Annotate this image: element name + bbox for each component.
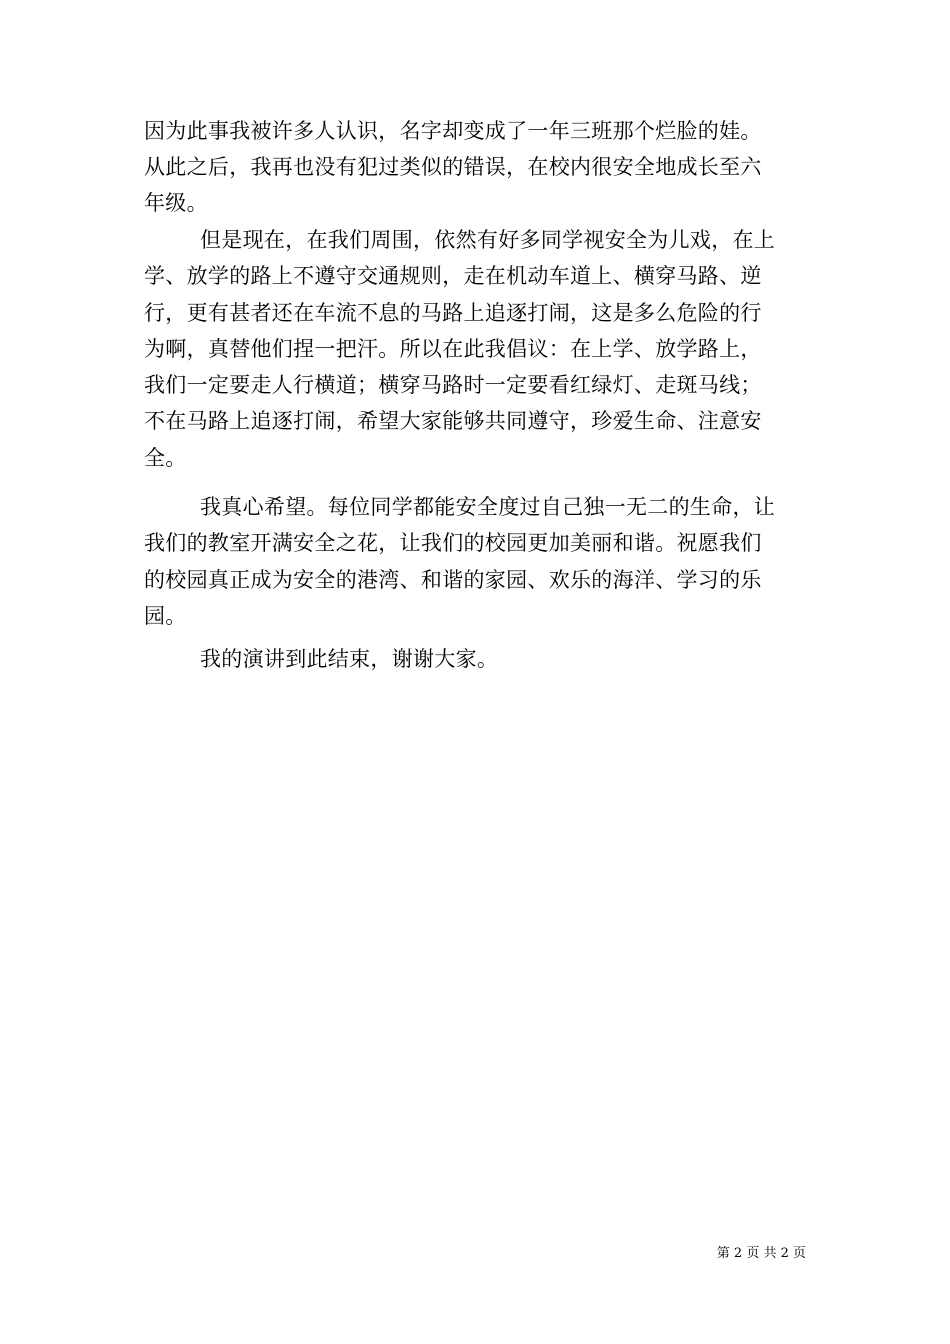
paragraph-first-line: 我真心希望。每位同学都能安全度过自己独一无二的生命，让 [200,495,776,519]
text-line: 全。 [144,446,187,470]
paragraph-first-line: 但是现在，在我们周围，依然有好多同学视安全为儿戏，在上 [200,228,776,252]
paragraph-first-line: 我的演讲到此结束，谢谢大家。 [200,647,499,671]
text-line: 不在马路上追逐打闹，希望大家能够共同遵守，珍爱生命、注意安 [144,409,762,433]
text-line: 园。 [144,604,187,628]
text-line: 我们一定要走人行横道；横穿马路时一定要看红绿灯、走斑马线； [144,373,762,397]
text-line: 从此之后，我再也没有犯过类似的错误，在校内很安全地成长至六 [144,155,762,179]
text-line: 我们的教室开满安全之花，让我们的校园更加美丽和谐。祝愿我们 [144,531,762,555]
text-line: 学、放学的路上不遵守交通规则，走在机动车道上、横穿马路、逆 [144,264,762,288]
text-line: 因为此事我被许多人认识，名字却变成了一年三班那个烂脸的娃。 [144,119,762,143]
text-line: 的校园真正成为安全的港湾、和谐的家园、欢乐的海洋、学习的乐 [144,568,762,592]
page-number-footer: 第 2 页 共 2 页 [716,1246,806,1261]
text-line: 行，更有甚者还在车流不息的马路上追逐打闹，这是多么危险的行 [144,301,762,325]
text-line: 为啊，真替他们捏一把汗。所以在此我倡议：在上学、放学路上， [144,337,762,361]
text-line: 年级。 [144,191,208,215]
